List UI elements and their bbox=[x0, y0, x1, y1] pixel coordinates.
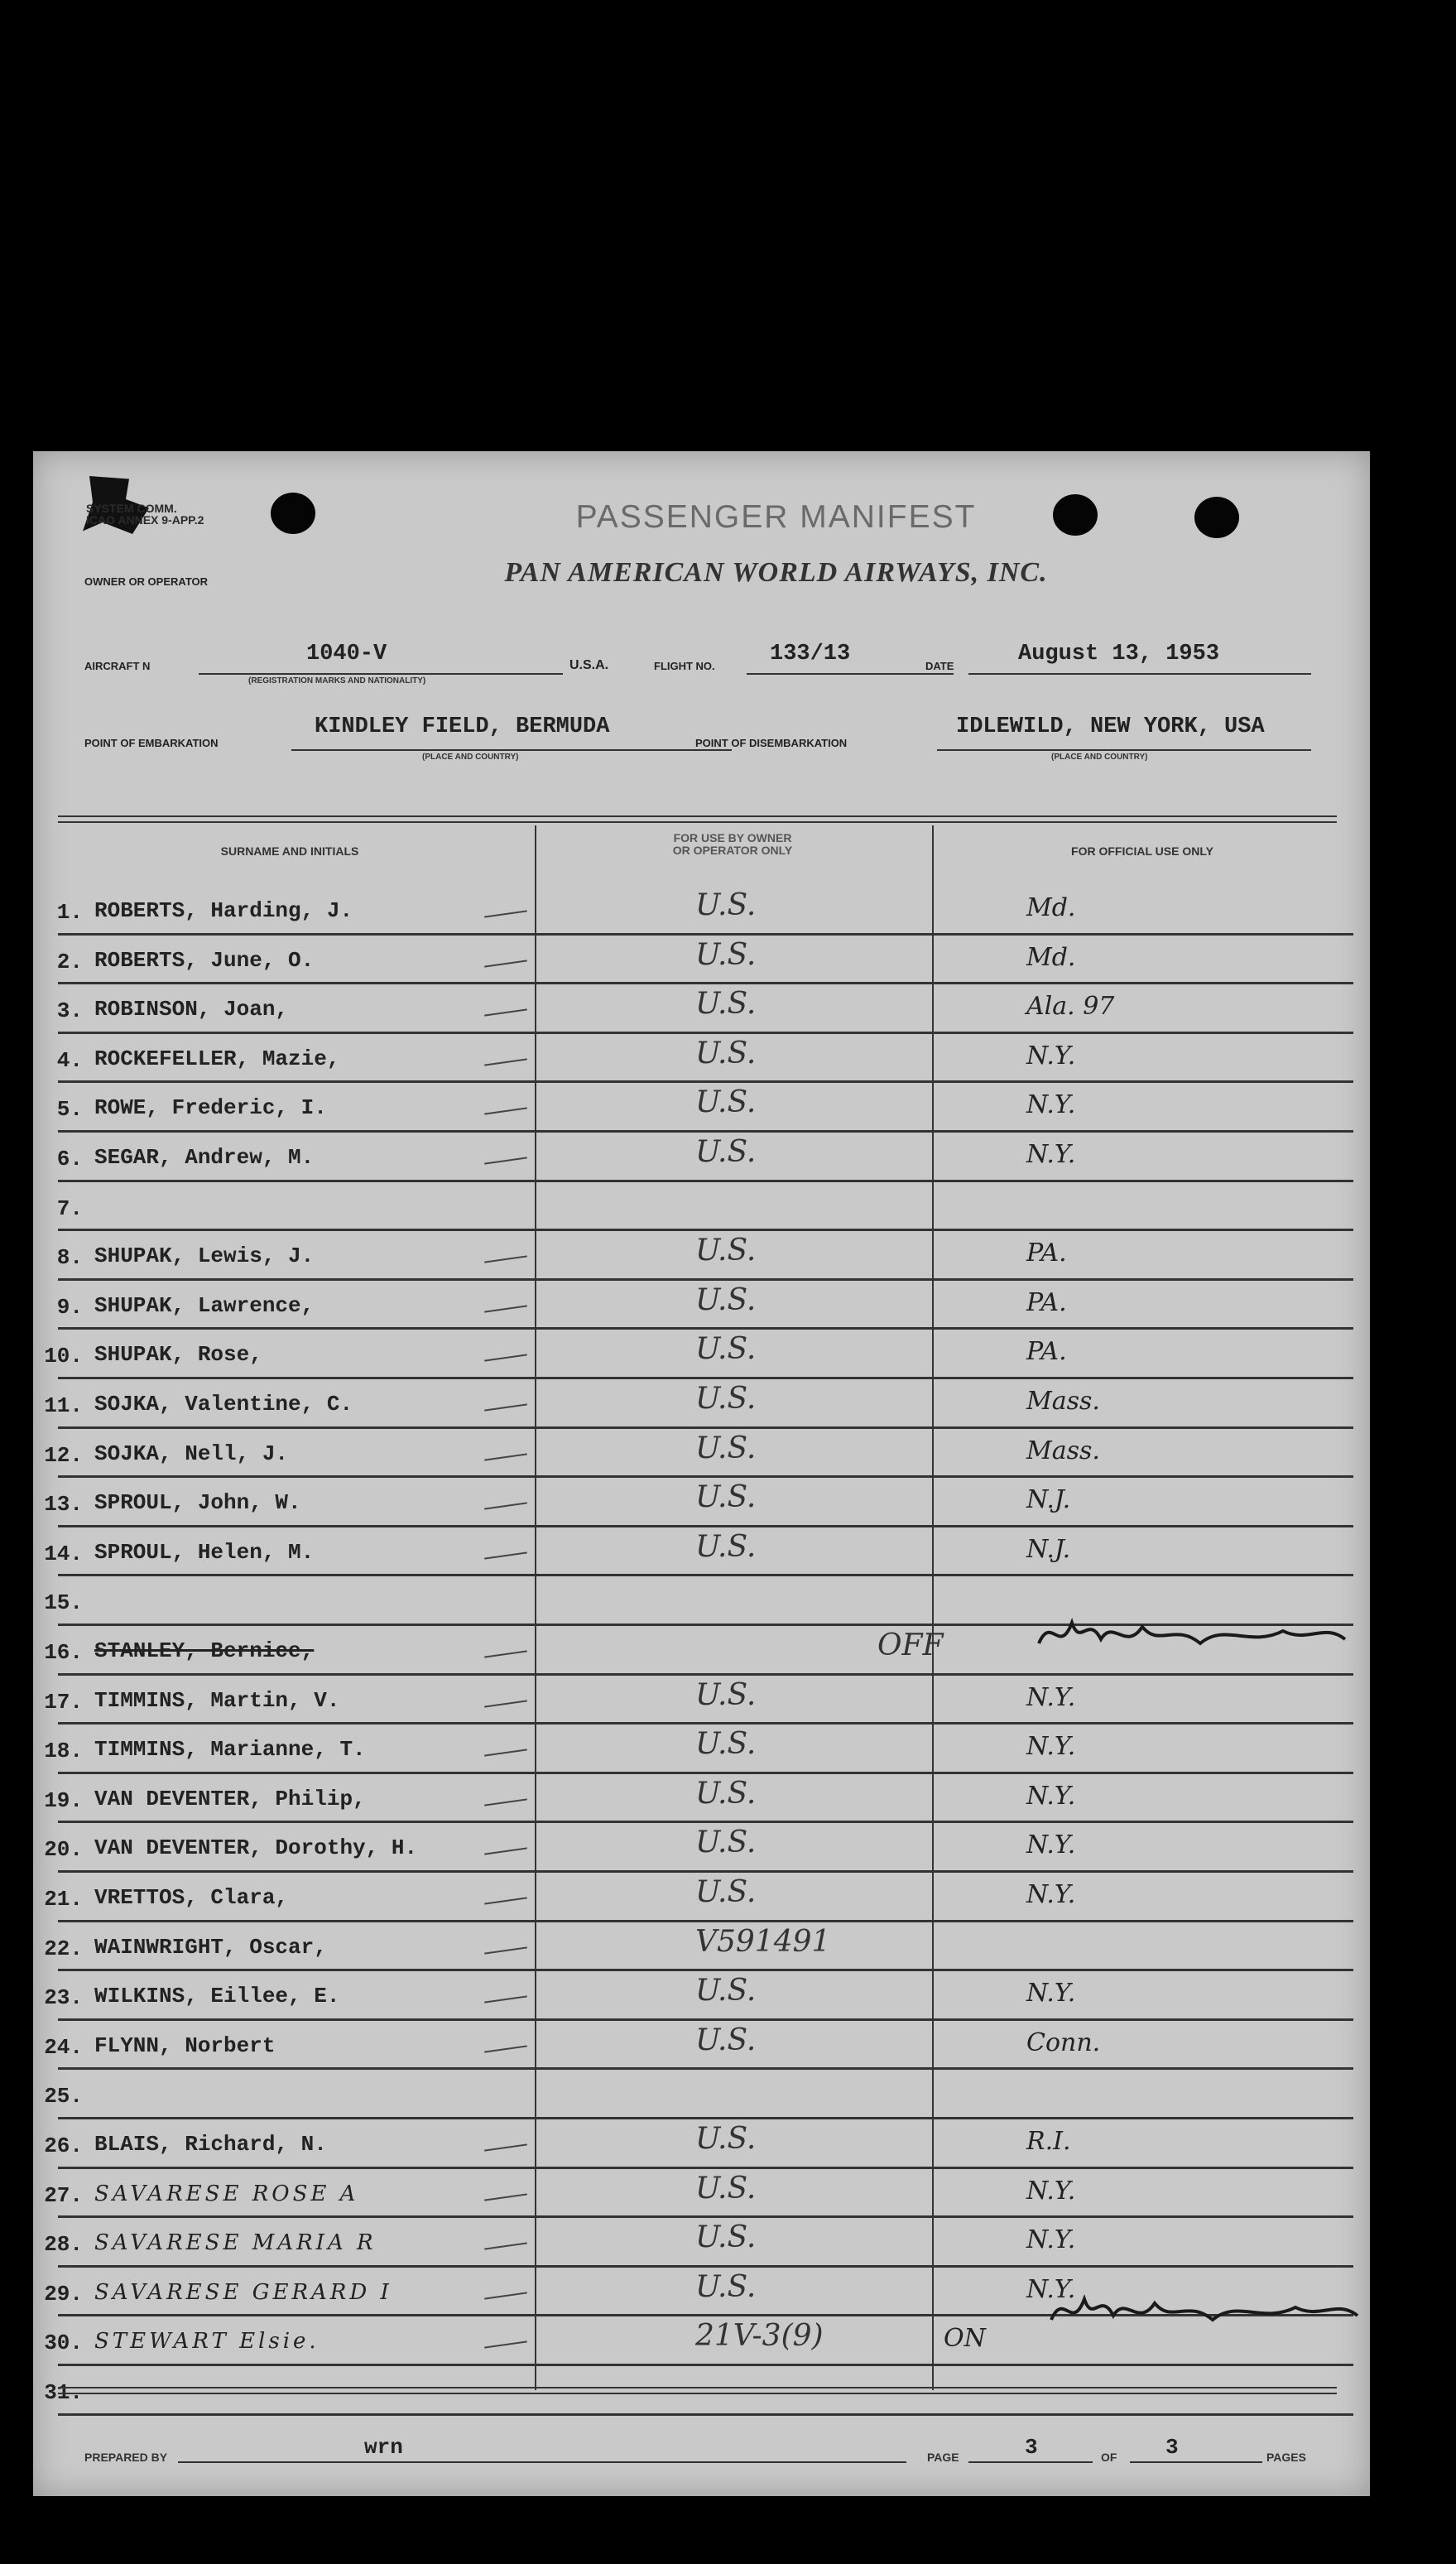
date-value: August 13, 1953 bbox=[1018, 642, 1220, 666]
row-rule bbox=[58, 1673, 1353, 1676]
owner-use-entry: U.S. bbox=[695, 1826, 757, 1860]
row-number: 20. bbox=[44, 1837, 83, 1863]
aircraft-label: AIRCRAFT N bbox=[84, 660, 151, 672]
owner-use-entry: U.S. bbox=[695, 987, 757, 1022]
passenger-name: SHUPAK, Lawrence, bbox=[94, 1292, 315, 1318]
official-use-entry: PA. bbox=[1026, 1287, 1067, 1317]
official-use-entry: N.Y. bbox=[1026, 1880, 1076, 1909]
row-rule bbox=[58, 1032, 1353, 1034]
passenger-name: ROWE, Frederic, I. bbox=[94, 1095, 327, 1121]
row-rule bbox=[58, 1229, 1353, 1231]
column-divider-1 bbox=[535, 825, 536, 2390]
check-mark bbox=[484, 1798, 527, 1806]
embark-sublabel: (PLACE AND COUNTRY) bbox=[422, 753, 519, 762]
row-rule bbox=[58, 2215, 1353, 2218]
row-rule bbox=[58, 2265, 1353, 2268]
passenger-name: SHUPAK, Rose, bbox=[94, 1342, 262, 1368]
passenger-name: SAVARESE GERARD I bbox=[94, 2279, 392, 2305]
row-number: 25. bbox=[44, 2084, 83, 2109]
country-label: U.S.A. bbox=[569, 658, 609, 672]
owner-use-entry: U.S. bbox=[695, 2171, 757, 2206]
row-rule bbox=[58, 1278, 1353, 1281]
table-top-rule-1 bbox=[58, 815, 1337, 817]
passenger-name: VRETTOS, Clara, bbox=[94, 1885, 289, 1910]
official-use-entry: PA. bbox=[1026, 1239, 1067, 1268]
owner-use-entry: U.S. bbox=[695, 888, 757, 922]
prepared-value: wrn bbox=[364, 2435, 403, 2460]
row-rule bbox=[58, 2364, 1353, 2366]
check-mark bbox=[484, 1453, 527, 1460]
table-bottom-rule-1 bbox=[58, 2387, 1337, 2388]
check-mark bbox=[484, 1305, 527, 1312]
owner-use-entry: 21V-3(9) bbox=[695, 2319, 824, 2354]
official-signature-row-30 bbox=[1047, 2283, 1362, 2340]
row-rule bbox=[58, 2018, 1353, 2021]
owner-use-entry: U.S. bbox=[695, 1529, 757, 1564]
date-underline bbox=[968, 673, 1311, 675]
page-value: 3 bbox=[1025, 2435, 1038, 2460]
passenger-name: SPROUL, Helen, M. bbox=[94, 1539, 315, 1565]
official-use-entry: PA. bbox=[1026, 1337, 1067, 1367]
official-use-entry: ON bbox=[944, 2324, 986, 2354]
check-mark bbox=[484, 1749, 527, 1757]
owner-use-entry: U.S. bbox=[695, 1234, 757, 1268]
row-number: 2. bbox=[56, 949, 83, 974]
check-mark bbox=[484, 2243, 527, 2250]
owner-use-entry: U.S. bbox=[695, 1480, 757, 1515]
owner-use-entry: U.S. bbox=[695, 1974, 757, 2008]
check-mark bbox=[484, 2045, 527, 2052]
official-use-entry: N.Y. bbox=[1026, 2176, 1076, 2206]
prepared-label: PREPARED BY bbox=[84, 2451, 168, 2464]
of-underline bbox=[1130, 2461, 1262, 2463]
row-number: 9. bbox=[56, 1294, 83, 1320]
owner-use-entry: U.S. bbox=[695, 1036, 757, 1070]
check-mark bbox=[484, 1058, 527, 1066]
row-rule bbox=[58, 1969, 1353, 1971]
official-use-entry: N.Y. bbox=[1026, 1090, 1076, 1120]
passenger-name: VAN DEVENTER, Philip, bbox=[94, 1786, 366, 1811]
row-rule bbox=[58, 1525, 1353, 1527]
row-number: 11. bbox=[44, 1393, 83, 1418]
row-number: 24. bbox=[44, 2034, 83, 2060]
passenger-name: WAINWRIGHT, Oscar, bbox=[94, 1934, 327, 1960]
passenger-name: SAVARESE MARIA R bbox=[94, 2230, 377, 2256]
official-use-entry: Mass. bbox=[1026, 1436, 1100, 1465]
page-label: PAGE bbox=[927, 2451, 959, 2464]
row-rule bbox=[58, 1180, 1353, 1182]
row-rule bbox=[58, 1722, 1353, 1725]
official-use-entry: N.Y. bbox=[1026, 2274, 1076, 2304]
of-value: 3 bbox=[1165, 2435, 1179, 2460]
flight-underline bbox=[747, 673, 954, 675]
row-number: 26. bbox=[44, 2133, 83, 2158]
row-rule bbox=[58, 1130, 1353, 1133]
owner-use-entry: U.S. bbox=[695, 2023, 757, 2057]
official-use-entry: N.Y. bbox=[1026, 1830, 1076, 1860]
disembark-value: IDLEWILD, NEW YORK, USA bbox=[956, 714, 1265, 739]
row-rule bbox=[58, 2167, 1353, 2169]
check-mark bbox=[484, 1403, 527, 1411]
row-rule bbox=[58, 1080, 1353, 1083]
row-rule bbox=[58, 2067, 1353, 2070]
row-number: 19. bbox=[44, 1787, 83, 1813]
official-use-entry: N.Y. bbox=[1026, 1140, 1076, 1169]
pages-label: PAGES bbox=[1266, 2451, 1306, 2464]
owner-use-entry: U.S. bbox=[695, 2269, 757, 2304]
owner-name: PAN AMERICAN WORLD AIRWAYS, INC. bbox=[504, 557, 1048, 588]
official-use-entry: N.J. bbox=[1026, 1485, 1071, 1515]
owner-use-entry: U.S. bbox=[695, 1332, 757, 1367]
official-use-entry: N.J. bbox=[1026, 1534, 1071, 1564]
passenger-name: SEGAR, Andrew, M. bbox=[94, 1145, 315, 1170]
row-number: 27. bbox=[44, 2182, 83, 2208]
aircraft-underline bbox=[199, 673, 563, 675]
passenger-name: SOJKA, Nell, J. bbox=[94, 1441, 289, 1466]
passenger-name: ROBINSON, Joan, bbox=[94, 997, 289, 1022]
row-number: 13. bbox=[44, 1492, 83, 1518]
row-number: 10. bbox=[44, 1344, 83, 1369]
passenger-name: SOJKA, Valentine, C. bbox=[94, 1392, 353, 1417]
official-signature-row-16 bbox=[1035, 1606, 1349, 1664]
official-use-entry: N.Y. bbox=[1026, 1781, 1076, 1811]
official-use-entry: N.Y. bbox=[1026, 2225, 1076, 2255]
row-rule bbox=[58, 1377, 1353, 1379]
row-number: 21. bbox=[44, 1887, 83, 1912]
official-use-entry: N.Y. bbox=[1026, 1979, 1076, 2008]
owner-use-entry: U.S. bbox=[695, 937, 757, 972]
check-mark bbox=[484, 1897, 527, 1904]
row-number: 23. bbox=[44, 1985, 83, 2011]
row-rule bbox=[58, 2413, 1353, 2416]
row-number: 17. bbox=[44, 1689, 83, 1715]
column-divider-2 bbox=[932, 825, 934, 2390]
check-mark bbox=[484, 1157, 527, 1164]
row-rule bbox=[58, 1821, 1353, 1823]
manifest-sheet bbox=[33, 451, 1370, 2496]
row-number: 16. bbox=[44, 1640, 83, 1665]
official-use-entry: Ala. 97 bbox=[1026, 992, 1115, 1022]
row-rule bbox=[58, 2117, 1353, 2119]
prepared-underline bbox=[178, 2461, 906, 2463]
owner-use-entry: U.S. bbox=[695, 1875, 757, 1909]
check-mark bbox=[484, 910, 527, 917]
passenger-name: ROBERTS, June, O. bbox=[94, 947, 315, 973]
row-number: 5. bbox=[56, 1097, 83, 1123]
check-mark bbox=[484, 1256, 527, 1263]
official-use-entry: N.Y. bbox=[1026, 1041, 1076, 1070]
row-number: 6. bbox=[56, 1147, 83, 1171]
passenger-name: FLYNN, Norbert bbox=[94, 2032, 276, 2058]
row-rule bbox=[58, 933, 1353, 936]
row-rule bbox=[58, 982, 1353, 984]
owner-use-entry: OFF bbox=[877, 1628, 944, 1662]
row-rule bbox=[58, 1920, 1353, 1922]
owner-use-entry: U.S. bbox=[695, 1727, 757, 1762]
owner-label: OWNER OR OPERATOR bbox=[84, 575, 209, 588]
check-mark bbox=[484, 1700, 527, 1707]
passenger-name: STANLEY, Bernice, bbox=[94, 1638, 315, 1663]
row-rule bbox=[58, 1772, 1353, 1774]
col-header-name: SURNAME AND INITIALS bbox=[220, 844, 359, 858]
check-mark bbox=[484, 1996, 527, 2004]
row-number: 29. bbox=[44, 2281, 83, 2307]
owner-use-entry: U.S. bbox=[695, 1431, 757, 1465]
check-mark bbox=[484, 1503, 527, 1510]
row-number: 15. bbox=[44, 1590, 83, 1616]
embark-underline bbox=[291, 749, 732, 751]
of-label: OF bbox=[1101, 2451, 1117, 2464]
row-rule bbox=[58, 1327, 1353, 1330]
check-mark bbox=[484, 2143, 527, 2151]
passenger-name: SHUPAK, Lewis, J. bbox=[94, 1244, 315, 1269]
embark-value: KINDLEY FIELD, BERMUDA bbox=[315, 714, 610, 739]
row-rule bbox=[58, 1475, 1353, 1478]
passenger-name: ROCKEFELLER, Mazie, bbox=[94, 1046, 340, 1071]
system-label: SYSTEM COMM. ICAO ANNEX 9-APP.2 bbox=[86, 502, 204, 527]
row-number: 30. bbox=[44, 2331, 83, 2356]
check-mark bbox=[484, 1354, 527, 1362]
owner-use-entry: U.S. bbox=[695, 1282, 757, 1317]
owner-use-entry: U.S. bbox=[695, 2122, 757, 2156]
row-number: 12. bbox=[44, 1442, 83, 1468]
official-use-entry: R.I. bbox=[1026, 2127, 1071, 2156]
date-label: DATE bbox=[925, 660, 954, 672]
row-number: 3. bbox=[56, 998, 83, 1024]
aircraft-value: 1040-V bbox=[306, 642, 387, 666]
check-mark bbox=[484, 1848, 527, 1855]
check-mark bbox=[484, 2193, 527, 2201]
official-use-entry: N.Y. bbox=[1026, 1682, 1076, 1712]
flight-value: 133/13 bbox=[770, 642, 851, 666]
passenger-name: SPROUL, John, W. bbox=[94, 1490, 301, 1516]
flight-label: FLIGHT NO. bbox=[654, 660, 715, 672]
page-underline bbox=[968, 2461, 1093, 2463]
check-mark bbox=[484, 960, 527, 967]
official-use-entry: Mass. bbox=[1026, 1387, 1100, 1416]
embark-label: POINT OF EMBARKATION bbox=[84, 737, 219, 749]
passenger-name: WILKINS, Eillee, E. bbox=[94, 1984, 340, 2009]
passenger-name: STEWART Elsie. bbox=[94, 2329, 320, 2355]
owner-use-entry: U.S. bbox=[695, 2220, 757, 2255]
disembark-sublabel: (PLACE AND COUNTRY) bbox=[1051, 753, 1148, 762]
disembark-underline bbox=[937, 749, 1311, 751]
row-number: 4. bbox=[56, 1047, 83, 1073]
official-use-entry: Conn. bbox=[1026, 2028, 1101, 2057]
check-mark bbox=[484, 2341, 527, 2349]
row-number: 28. bbox=[44, 2232, 83, 2258]
passenger-name: ROBERTS, Harding, J. bbox=[94, 898, 353, 923]
row-rule bbox=[58, 1870, 1353, 1873]
row-number: 31. bbox=[44, 2380, 83, 2405]
check-mark bbox=[484, 1009, 527, 1017]
check-mark bbox=[484, 1946, 527, 1954]
col-header-official-use: FOR OFFICIAL USE ONLY bbox=[1071, 844, 1213, 858]
table-bottom-rule-2 bbox=[58, 2393, 1337, 2394]
owner-use-entry: U.S. bbox=[695, 1382, 757, 1416]
official-use-entry: Md. bbox=[1026, 942, 1076, 972]
row-rule bbox=[58, 1574, 1353, 1576]
row-number: 8. bbox=[56, 1245, 83, 1271]
row-number: 7. bbox=[56, 1195, 83, 1221]
row-rule bbox=[58, 1426, 1353, 1429]
passenger-name: VAN DEVENTER, Dorothy, H. bbox=[94, 1835, 418, 1861]
owner-use-entry: U.S. bbox=[695, 1677, 757, 1712]
row-number: 14. bbox=[44, 1541, 83, 1566]
owner-use-entry: U.S. bbox=[695, 1085, 757, 1120]
col-header-owner-use: FOR USE BY OWNER OR OPERATOR ONLY bbox=[672, 831, 793, 857]
official-use-entry: Md. bbox=[1026, 893, 1076, 922]
document-title: PASSENGER MANIFEST bbox=[575, 499, 977, 535]
owner-use-entry: U.S. bbox=[695, 1776, 757, 1811]
check-mark bbox=[484, 1650, 527, 1657]
check-mark bbox=[484, 2292, 527, 2299]
passenger-name: TIMMINS, Martin, V. bbox=[94, 1687, 340, 1713]
aircraft-sublabel: (REGISTRATION MARKS AND NATIONALITY) bbox=[248, 676, 426, 685]
disembark-label: POINT OF DISEMBARKATION bbox=[695, 737, 848, 749]
row-number: 22. bbox=[44, 1936, 83, 1961]
passenger-name: BLAIS, Richard, N. bbox=[94, 2132, 327, 2157]
passenger-name: SAVARESE ROSE A bbox=[94, 2181, 359, 2206]
official-use-entry: N.Y. bbox=[1026, 1732, 1076, 1762]
check-mark bbox=[484, 1551, 527, 1559]
check-mark bbox=[484, 1108, 527, 1115]
owner-use-entry: U.S. bbox=[695, 1135, 757, 1169]
table-top-rule-2 bbox=[58, 821, 1337, 823]
row-number: 1. bbox=[56, 900, 83, 925]
passenger-name: TIMMINS, Marianne, T. bbox=[94, 1737, 366, 1763]
row-number: 18. bbox=[44, 1739, 83, 1764]
owner-use-entry: V591491 bbox=[695, 1924, 831, 1959]
